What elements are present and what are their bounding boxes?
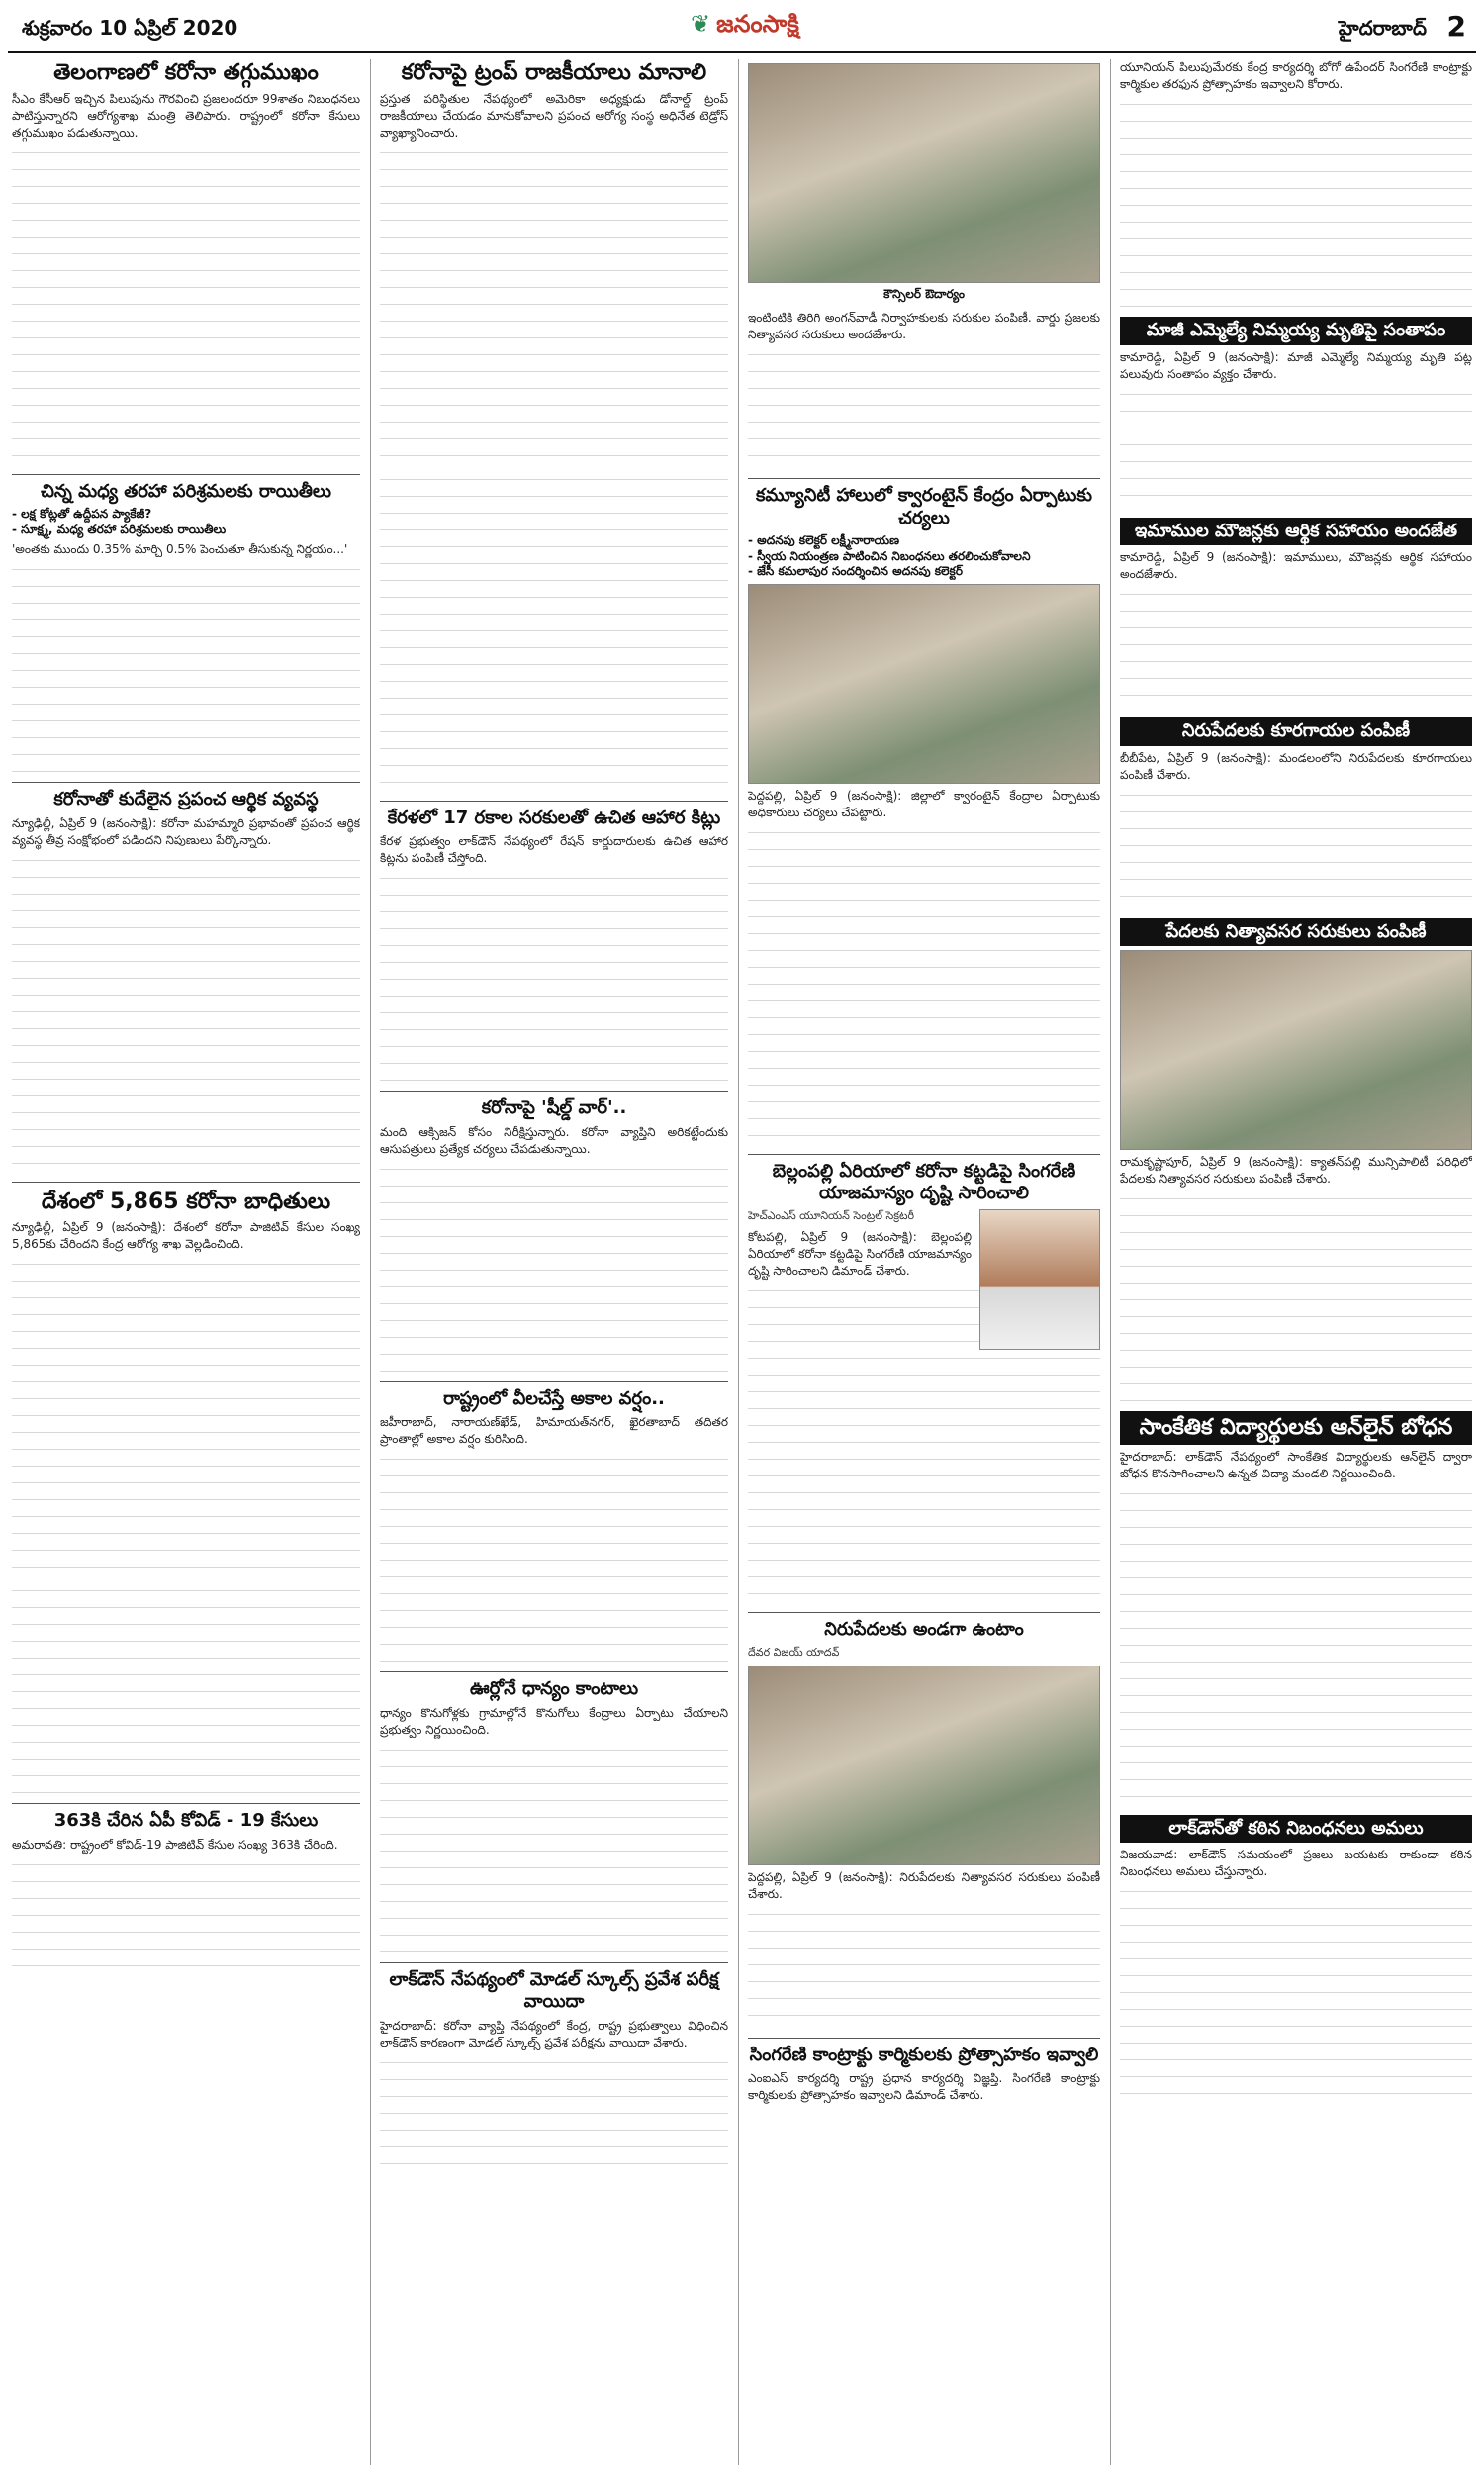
- article: [748, 485, 1100, 1148]
- news-photo: [748, 1666, 1100, 1865]
- article-body-text: [12, 1854, 360, 1982]
- article-body-text: [380, 142, 728, 468]
- article: [12, 59, 360, 468]
- article: [1120, 717, 1472, 912]
- headline: పేదలకు నిత్యావసర సరుకులు పంపిణీ: [1120, 918, 1472, 947]
- photo-caption: కౌన్సిలర్ ఔదార్యం: [883, 287, 965, 301]
- headline: సింగరేణి కాంట్రాక్టు కార్మికులకు ప్రోత్సాహకం ఇవ్వాలి: [749, 2044, 1099, 2065]
- headline: సాంకేతిక విద్యార్థులకు ఆన్‌లైన్ బోధన: [1120, 1411, 1472, 1445]
- news-photo: [748, 584, 1100, 784]
- article-lead: హైదరాబాద్: కరోనా వ్యాప్తి నేపథ్యంలో కేంద్ర, రాష్ట్ర ప్రభుత్వాలు విధించిన లాక్‌డౌన్ కారణంగా మోడల్ స్కూల్స్ ప్రవేశ పరీక్షను వాయిదా వేశారు.: [380, 2018, 728, 2049]
- article-body-text: [380, 1739, 728, 1956]
- headline: కరోనాపై 'షీల్డ్ వార్'..: [481, 1097, 627, 1119]
- article-body-text: [12, 142, 360, 468]
- article-body-text: [748, 343, 1100, 472]
- column-1: [12, 59, 360, 2465]
- article-lead: సీఎం కేసీఆర్ ఇచ్చిన పిలుపును గౌరవించి ప్రజలందరూ 99శాతం నిబంధనలు పాటిస్తున్నారని ఆరోగ్యశాఖ మంత్రి తెలిపారు. రాష్ట్రంలో కరోనా కేసులు తగ్గుముఖం పడుతున్నాయి.: [12, 91, 360, 140]
- article: [1120, 1815, 1472, 2099]
- article: [12, 1189, 360, 1798]
- article: [12, 1810, 360, 1982]
- newspaper-logo: [691, 10, 799, 44]
- article-body-text: [380, 867, 728, 1085]
- article-body-text: [380, 468, 728, 795]
- article-lead: పెద్దపల్లి, ఏప్రిల్ 9 (జనంసాక్షి): నిరుపేదలకు నిత్యావసర సరుకులు పంపిణీ చేశారు.: [748, 1869, 1100, 1901]
- headline: మాజీ ఎమ్మెల్యే నిమ్మయ్య మృతిపై సంతాపం: [1120, 317, 1472, 345]
- article-lead: బీబీపేట, ఏప్రిల్ 9 (జనంసాక్షి): మండలంలోని నిరుపేదలకు కూరగాయలు పంపిణీ చేశారు.: [1120, 750, 1472, 782]
- headline: కేరళలో 17 రకాల సరకులతో ఉచిత ఆహార కిట్లు: [387, 807, 721, 828]
- subheadline: - లక్ష కోట్లతో ఉద్దీపన ప్యాకేజీ? - సూక్ష్మ, మధ్య తరహా పరిశ్రమలకు రాయితీలు: [12, 507, 227, 536]
- article: [1120, 317, 1472, 512]
- article-body-text: [1120, 383, 1472, 512]
- article-lead: జహీరాబాద్, నారాయణ్‌ఖేడ్, హిమాయత్‌నగర్, ఖైరతాబాద్ తదితర ప్రాంతాల్లో అకాల వర్షం కురిసింది.: [380, 1415, 728, 1447]
- headline: నిరుపేదలకు అండగా ఉంటాం: [824, 1619, 1024, 1640]
- column-4: [1120, 59, 1472, 2465]
- article-body-text: [1120, 1482, 1472, 1809]
- column-2: [380, 59, 728, 2465]
- article: [380, 1678, 728, 1956]
- headline: రాష్ట్రంలో వీలచేస్తే అకాల వర్షం..: [443, 1387, 665, 1409]
- article-lead: న్యూఢిల్లీ, ఏప్రిల్ 9 (జనంసాక్షి): కరోనా మహమ్మారి ప్రభావంతో ప్రపంచ ఆర్థిక వ్యవస్థ తీవ్ర సంక్షోభంలో పడిందని నిపుణులు పేర్కొన్నారు.: [12, 815, 360, 847]
- article: [380, 1969, 728, 2180]
- headline: ఊర్లోనే ధాన్యం కాంటాలు: [469, 1678, 639, 1700]
- article-lead: మంది ఆక్సిజన్ కోసం నిరీక్షిస్తున్నారు. కరోనా వ్యాప్తిని అరికట్టేందుకు ఆసుపత్రులు ప్రత్యేక చర్యలు చేపడుతున్నాయి.: [380, 1124, 728, 1156]
- column-divider: [1110, 59, 1111, 2465]
- article-body-text: [12, 1253, 360, 1579]
- article-body-text: [12, 558, 360, 776]
- article: [380, 808, 728, 1086]
- article-body-text: [380, 2051, 728, 2180]
- article-lead: పెద్దపల్లి, ఏప్రిల్ 9 (జనంసాక్షి): జిల్లాలో క్వారంటైన్ కేంద్రాల ఏర్పాటుకు అధికారులు చర్యలు చేపట్టారు.: [748, 788, 1100, 819]
- headline: కరోనాతో కుదేలైన ప్రపంచ ఆర్థిక వ్యవస్థ: [53, 789, 319, 810]
- headline: కమ్యూనిటీ హాలులో క్వారంటైన్ కేంద్రం ఏర్పాటుకు చర్యలు: [755, 485, 1093, 528]
- issue-date: శుక్రవారం 10 ఏప్రిల్ 2020: [22, 16, 238, 40]
- edition-city: హైదరాబాద్: [1338, 16, 1427, 40]
- article: [380, 1097, 728, 1376]
- article: [748, 1619, 1100, 2032]
- article: [1120, 518, 1472, 713]
- article: [748, 63, 1100, 472]
- article: [1120, 1411, 1472, 1809]
- byline: దేవర విజయ్ యాదవ్: [748, 1645, 840, 1659]
- headline: కరోనాపై ట్రంప్ రాజకీయాలు మానాలి: [401, 60, 707, 85]
- article: [12, 789, 360, 1176]
- article-lead: కేరళ ప్రభుత్వం లాక్‌డౌన్ నేపథ్యంలో రేషన్ కార్డుదారులకు ఉచిత ఆహార కిట్లను పంపిణీ చేస్తోంది.: [380, 834, 728, 866]
- headline: చిన్న మధ్య తరహా పరిశ్రమలకు రాయితీలు: [41, 480, 331, 502]
- article-lead: యూనియన్ పిలుపుమేరకు కేంద్ర కార్యదర్శి బోగో ఉపేందర్ సింగరేణి కాంట్రాక్టు కార్మికుల తరఫున ప్రోత్సాహకం ఇవ్వాలని కోరారు.: [1120, 60, 1472, 92]
- article: [1120, 918, 1472, 1406]
- article: [748, 1161, 1100, 1606]
- byline: హెచ్‌ఎంఎస్ యూనియన్ సెంట్రల్ సెక్రటరీ: [748, 1208, 914, 1222]
- article-body-text: [748, 821, 1100, 1148]
- news-photo: [1120, 950, 1472, 1150]
- headline: లాక్‌డౌన్ నేపథ్యంలో మోడల్ స్కూల్స్ ప్రవేశ పరీక్ష వాయిదా: [389, 1968, 719, 2013]
- article-lead: న్యూఢిల్లీ, ఏప్రిల్ 9 (జనంసాక్షి): దేశంలో కరోనా పాజిటివ్ కేసుల సంఖ్య 5,865కు చేరిందని కేంద్ర ఆరోగ్య శాఖ వెల్లడించింది.: [12, 1220, 360, 1252]
- article-body-text: [12, 849, 360, 1176]
- article: [380, 1388, 728, 1666]
- article-lead: 'అంతకు ముందు 0.35% మార్చి 0.5% పెంచుతూ తీసుకున్న నిర్ణయం...': [12, 542, 348, 557]
- article: [380, 59, 728, 795]
- article-body-text: [380, 1448, 728, 1666]
- article-lead: ఎంఐఎస్ కార్యదర్శి రాష్ట్ర ప్రధాన కార్యదర్శి విజ్ఞప్తి. సింగరేణి కాంట్రాక్టు కార్మికులకు ప్రోత్సాహకం ఇవ్వాలని డిమాండ్ చేశారు.: [748, 2071, 1100, 2103]
- headline: తెలంగాణలో కరోనా తగ్గుముఖం: [53, 60, 319, 85]
- headline: దేశంలో 5,865 కరోనా బాధితులు: [41, 1189, 331, 1214]
- headline: 363కి చేరిన ఏపీ కోవిడ్ - 19 కేసులు: [53, 1810, 319, 1832]
- headline: ఇమాముల మౌజన్లకు ఆర్థిక సహాయం అందజేత: [1120, 518, 1472, 546]
- article-lead: రామకృష్ణాపూర్, ఏప్రిల్ 9 (జనంసాక్షి): క్యాతన్‌పల్లి మున్సిపాలిటీ పరిధిలో పేదలకు నిత్యావసర సరుకులు పంపిణీ చేశారు.: [1120, 1155, 1472, 1187]
- headline: నిరుపేదలకు కూరగాయల పంపిణీ: [1120, 717, 1472, 746]
- portrait-photo: [979, 1209, 1100, 1350]
- logo-text: జనంసాక్షి: [716, 10, 799, 38]
- article-lead: విజయవాడ: లాక్‌డౌన్ సమయంలో ప్రజలు బయటకు రాకుండా కఠిన నిబంధనలు అమలు చేస్తున్నారు.: [1120, 1848, 1472, 1879]
- article-body-text: [1120, 583, 1472, 712]
- article-lead: హైదరాబాద్: లాక్‌డౌన్ నేపథ్యంలో సాంకేతిక విద్యార్థులకు ఆన్‌లైన్ ద్వారా బోధన కొనసాగించాలని ఉన్నత విద్యా మండలి నిర్ణయించింది.: [1120, 1449, 1472, 1480]
- page-number: 2: [1446, 10, 1466, 43]
- column-divider: [738, 59, 739, 2465]
- article: [748, 2045, 1100, 2105]
- article-body-text: [12, 1579, 360, 1797]
- article-lead: కామారెడ్డి, ఏప్రిల్ 9 (జనంసాక్షి): ఇమాములు, మౌజన్లకు ఆర్థిక సహాయం అందజేశారు.: [1120, 550, 1472, 582]
- article-lead: ఇంటింటికి తిరిగి అంగన్‌వాడీ నిర్వాహకులకు సరుకుల పంపిణీ. వార్డు ప్రజలకు నిత్యావసర సరుకులు అందజేశారు.: [748, 311, 1100, 342]
- column-divider: [370, 59, 371, 2465]
- subheadline: - అదనపు కలెక్టర్ లక్ష్మీనారాయణ - స్వీయ నియంత్రణ పాటించిన నిబంధనలు తరలించుకోవాలని - జేసీ కమలాపుర సందర్శించిన అదనపు కలెక్టర్: [748, 533, 1031, 579]
- article-continued: [1120, 59, 1472, 311]
- article-body-text: [1120, 1880, 1472, 2098]
- masthead: [8, 6, 1476, 53]
- article-lead: కామారెడ్డి, ఏప్రిల్ 9 (జనంసాక్షి): మాజీ ఎమ్మెల్యే నిమ్మయ్య మృతి పట్ల పలువురు సంతాపం వ్యక్తం చేశారు.: [1120, 349, 1472, 381]
- news-photo: [748, 63, 1100, 283]
- article-lead: అమరావతి: రాష్ట్రంలో కోవిడ్-19 పాజిటివ్ కేసుల సంఖ్య 363కి చేరింది.: [12, 1837, 338, 1852]
- article-body-text: [380, 1158, 728, 1376]
- headline: బెల్లంపల్లి ఏరియాలో కరోనా కట్టడిపై సింగరేణి యాజమాన్యం దృష్టి సారించాలి: [772, 1160, 1076, 1204]
- article-body-text: [1120, 93, 1472, 311]
- headline: లాక్‌డౌన్‌తో కఠిన నిబంధనలు అమలు: [1120, 1815, 1472, 1844]
- article-body-text: [1120, 784, 1472, 912]
- leaf-icon: ❦: [691, 10, 711, 38]
- article-body-text: [1120, 1188, 1472, 1405]
- article-lead: కోటపల్లి, ఏప్రిల్ 9 (జనంసాక్షి): బెల్లంపల్లి ఏరియాలో కరోనా కట్టడిపై సింగరేణి యాజమాన్యం దృష్టి సారించాలని డిమాండ్ చేశారు.: [748, 1229, 972, 1278]
- article: [12, 481, 360, 777]
- article-lead: ధాన్యం కొనుగోళ్లకు గ్రామాల్లోనే కొనుగోలు కేంద్రాలు ఏర్పాటు చేయాలని ప్రభుత్వం నిర్ణయించింది.: [380, 1705, 728, 1737]
- column-3: [748, 59, 1100, 2465]
- article-body-text: [748, 1903, 1100, 2032]
- article-lead: ప్రస్తుత పరిస్థితుల నేపథ్యంలో అమెరికా అధ్యక్షుడు డోనాల్డ్ ట్రంప్ రాజకీయాలు చేయడం మానుకోవాలని ప్రపంచ ఆరోగ్య సంస్థ అధినేత టెడ్రోస్ వ్యాఖ్యానించారు.: [380, 91, 728, 140]
